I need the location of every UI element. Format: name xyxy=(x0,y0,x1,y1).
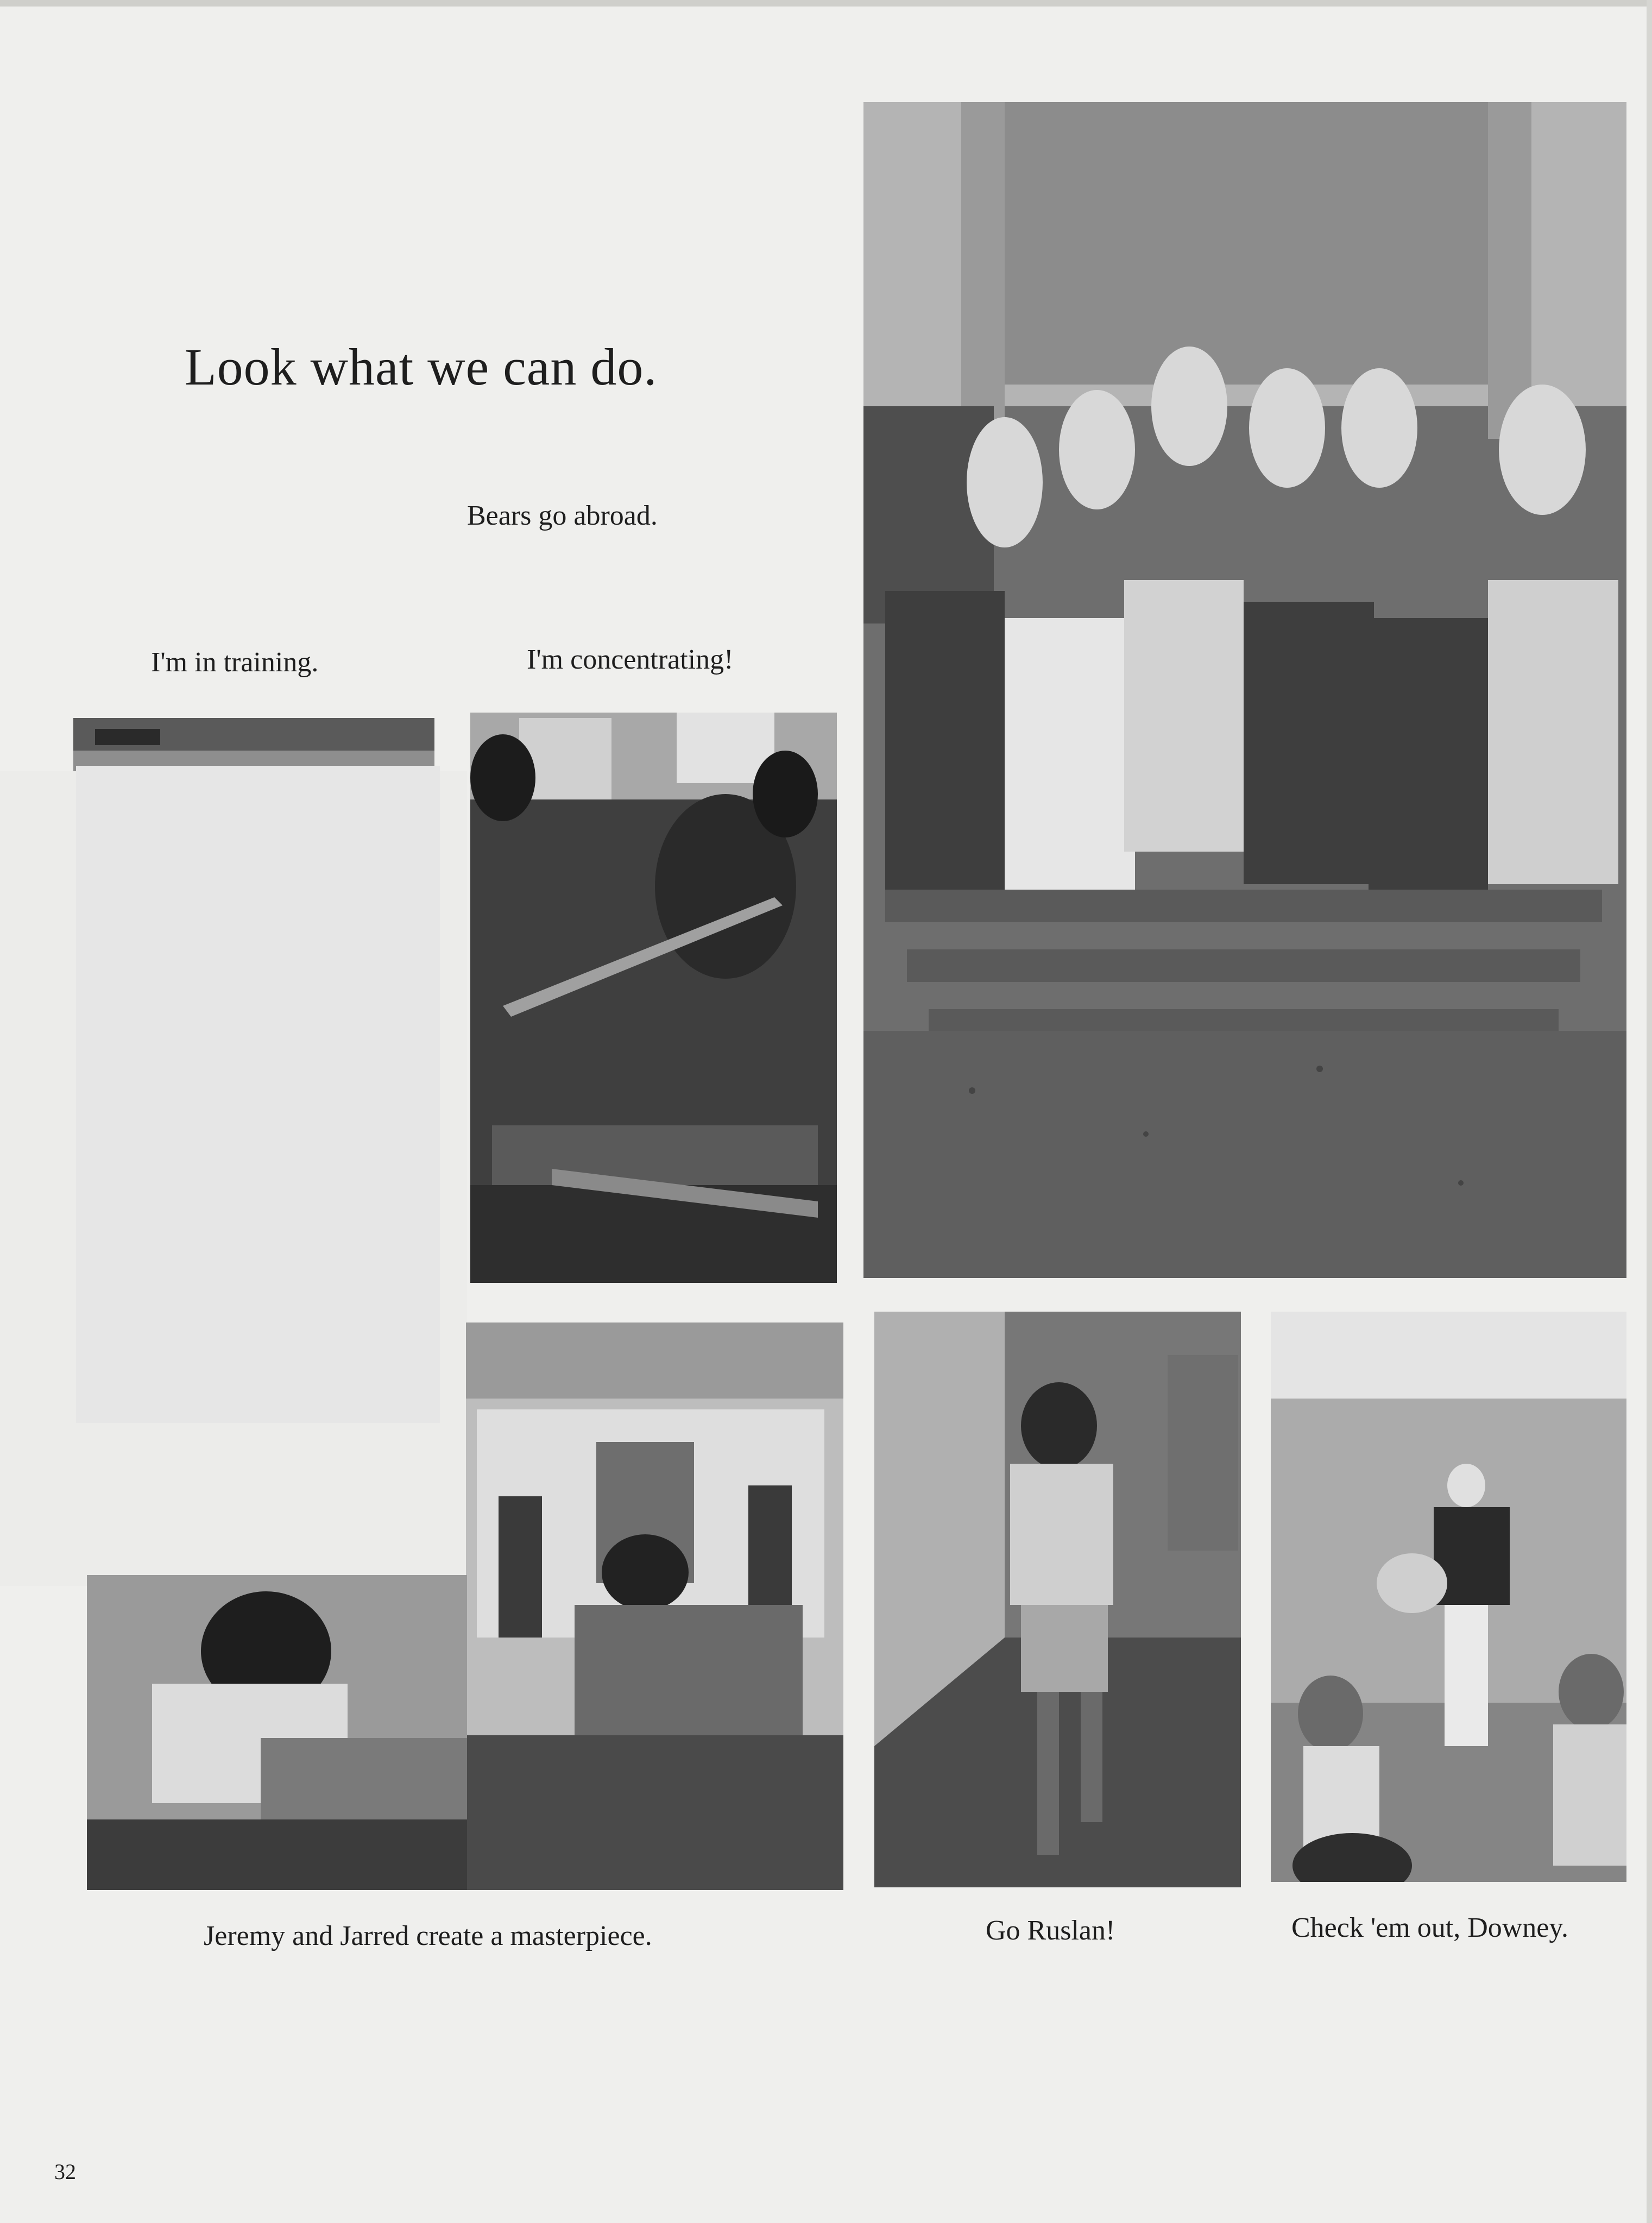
page-top-edge xyxy=(0,0,1652,7)
caption-check-em-out: Check 'em out, Downey. xyxy=(1291,1912,1568,1943)
caption-concentrating: I'm concentrating! xyxy=(527,644,734,675)
photo-group-image xyxy=(863,102,1626,1278)
photo-band-flute-image xyxy=(470,713,837,1283)
photo-art-room-lower xyxy=(87,1575,467,1890)
caption-bears-go-abroad: Bears go abroad. xyxy=(467,500,658,531)
page-right-edge xyxy=(1647,0,1652,2223)
photo-art-room-upper xyxy=(466,1323,843,1890)
photo-gym-image xyxy=(1271,1312,1626,1882)
photo-band-flute xyxy=(470,713,837,1283)
photo-hallway-image xyxy=(874,1312,1241,1887)
caption-go-ruslan: Go Ruslan! xyxy=(986,1915,1115,1946)
photo-art-room-lower-image xyxy=(87,1575,467,1890)
photo-art-room-upper-image xyxy=(466,1323,843,1890)
page-number: 32 xyxy=(54,2159,76,2184)
photo-hallway-running xyxy=(874,1312,1241,1887)
blank-photo-area xyxy=(76,766,440,1423)
photo-group-with-teddy-bears xyxy=(863,102,1626,1278)
caption-training: I'm in training. xyxy=(151,647,319,678)
photo-gym-class xyxy=(1271,1312,1626,1882)
page-title: Look what we can do. xyxy=(185,338,658,396)
caption-masterpiece: Jeremy and Jarred create a masterpiece. xyxy=(204,1920,652,1951)
